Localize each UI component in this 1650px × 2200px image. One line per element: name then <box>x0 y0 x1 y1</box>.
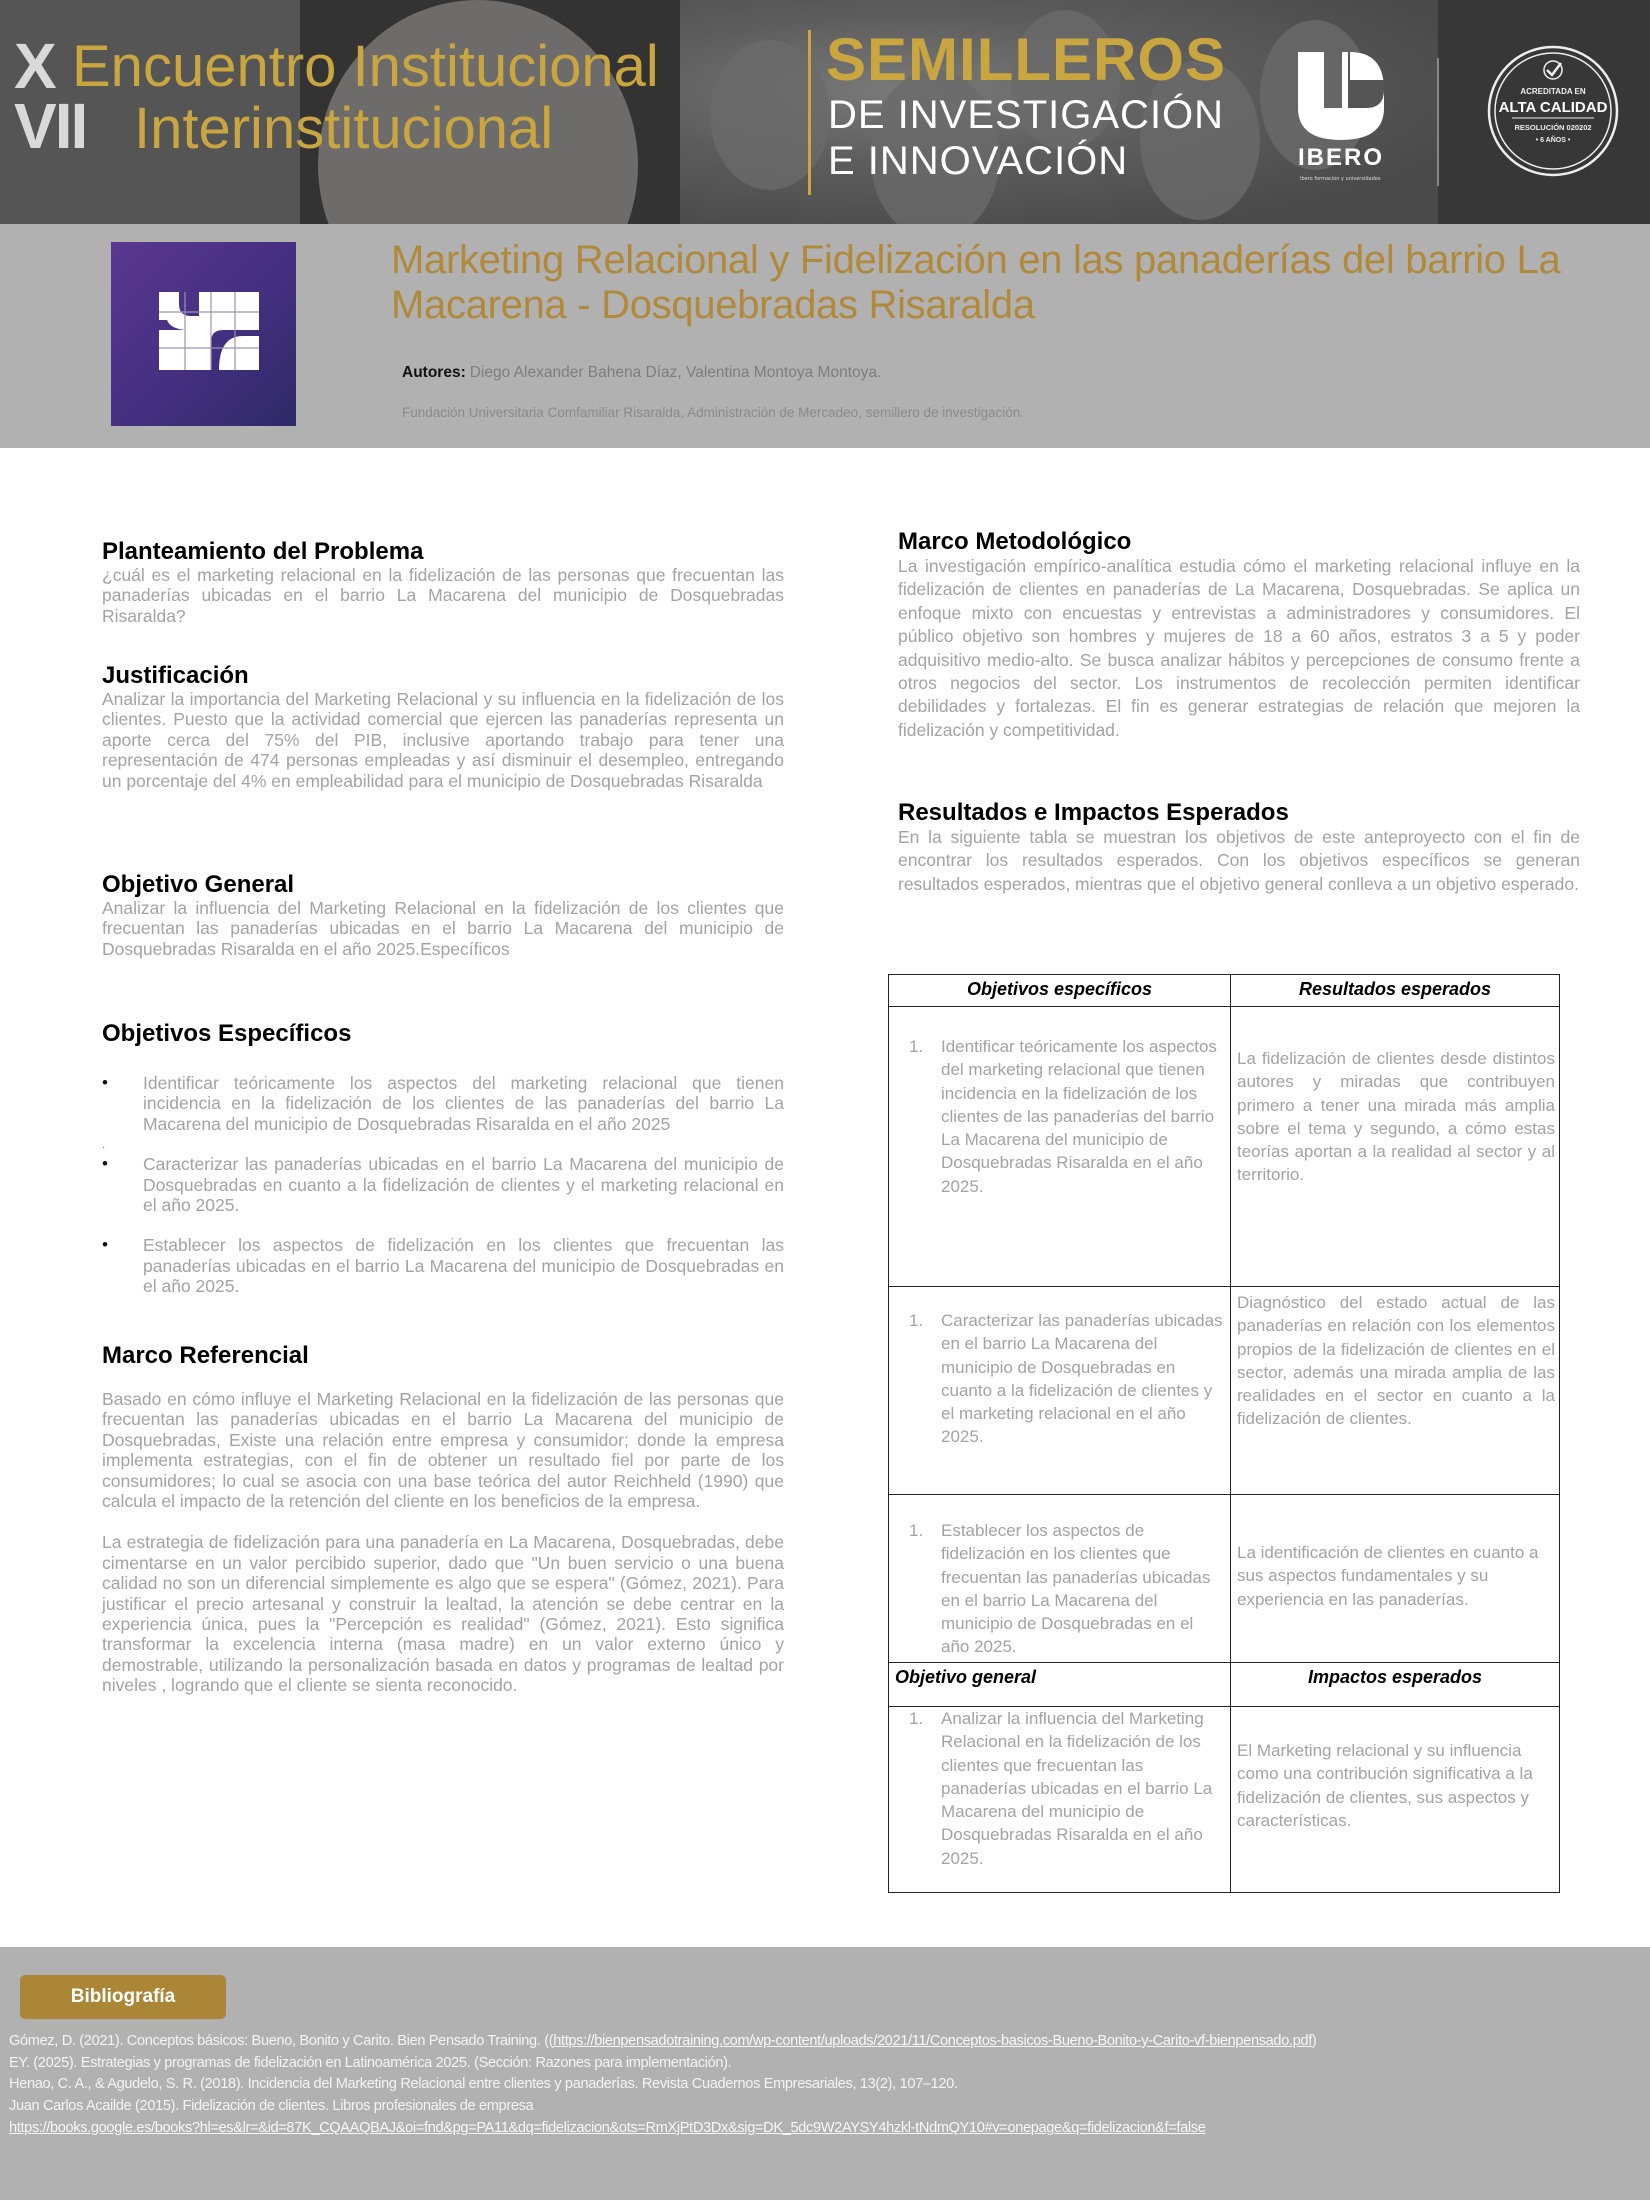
svg-text:ACREDITADA EN: ACREDITADA EN <box>1520 87 1586 96</box>
reference-link[interactable]: https://bienpensadotraining.com/wp-content/uploads/2021/11/Conceptos-basicos-Bueno-Bonito-y-Carito-vf-bienpensado.pdf <box>553 2033 1312 2049</box>
section-text: ¿cuál es el marketing relacional en la fidelización de las personas que frecuentan las panaderías ubicadas en el barrio La Macarena del municipio de Dosquebradas Risaralda? <box>102 565 784 626</box>
objective-cell: 1. Identificar teóricamente los aspectos del marketing relacional que tienen incidencia en la fidelización de los clientes de las panaderías del barrio La Macarena del municipio de Dosquebradas Risaralda en el año 2025. <box>889 1007 1231 1287</box>
authors-names: Diego Alexander Bahena Díaz, Valentina Montoya Montoya. <box>469 364 882 381</box>
reference-item: Henao, C. A., & Agudelo, S. R. (2018). Incidencia del Marketing Relacional entre clientes y panaderías. Revista Cuadernos Empresariales, 13(2), 107–120. <box>9 2076 958 2093</box>
result-cell: Diagnóstico del estado actual de las panaderías en relación con los elementos propios de la fidelización de clientes en el sector, además una mirada amplia de las realidades en el sector en cuanto a la fidelización de clientes. <box>1231 1287 1560 1495</box>
event-title-line2: Interinstitucional <box>134 96 554 161</box>
result-cell: El Marketing relacional y su influencia como una contribución significativa a la fidelización de clientes, sus aspectos y características. <box>1231 1707 1560 1893</box>
event-title <box>72 36 659 160</box>
poster-header <box>0 224 1650 448</box>
table-header-row <box>889 1663 1560 1707</box>
event-title-line1: Encuentro Institucional <box>72 34 659 99</box>
section-title: Marco Metodológico <box>898 528 1132 555</box>
affiliation: Fundación Universitaria Comfamiliar Risaralda, Administración de Mercadeo, semillero de investigación. <box>402 405 1025 420</box>
section-text: Analizar la importancia del Marketing Relacional y su influencia en la fidelización de los clientes. Puesto que la actividad comercial que ejercen las panaderías representa un aporte cerca del 75% del PIB, inclusive aportando trabajo para tener una representación de 474 personas empleadas y así disminuir el desempleo, entregando un porcentaje del 4% en empleabilidad para el municipio de Dosquebradas Risaralda <box>102 689 784 791</box>
section-paragraph: La estrategia de fidelización para una panadería en La Macarena, Dosquebradas, debe cimentarse en un valor percibido superior, dado que "Un buen servicio o una buena calidad no son un diferencial simplemente es algo que se espera" (Gómez, 2021). Para justificar el precio artesanal y construir la lealtad, la atención se debe centrar en la experiencia única, pues la "Percepción es realidad" (Gómez, 2021). Esto significa transformar la excelencia interna (masa madre) en un valor externo único y demostrable, utilizando la personalización basada en datos y programas de lealtad por niveles , logrando que el cliente se sienta reconocido. <box>102 1532 784 1696</box>
divider <box>808 30 811 195</box>
table-row <box>889 1007 1560 1287</box>
reference-item: Juan Carlos Acailde (2015). Fidelización de clientes. Libros profesionales de empresa <box>9 2098 534 2115</box>
bullet-icon: • <box>102 1235 108 1255</box>
authors-line <box>402 364 881 382</box>
column-header: Objetivo general <box>889 1663 1231 1707</box>
section-text: La investigación empírico-analítica estudia cómo el marketing relacional influye en la fidelización de clientes en panaderías de La Macarena, Dosquebradas. Se aplica un enfoque mixto con encuestas y entrevistas a administradores y consumidores. El público objetivo son hombres y mujeres de 18 a 60 años, estratos 3 a 5 y poder adquisitivo medio-alto. Se busca analizar hábitos y percepciones de consumo frente a otros negocios del sector. Los instrumentos de recolección permiten identificar debilidades y fortalezas. El fin es generar estrategias de relación que mejoren la fidelización y competitividad. <box>898 556 1580 740</box>
svg-text:RESOLUCIÓN 020202: RESOLUCIÓN 020202 <box>1514 123 1592 132</box>
objective-cell: 1. Analizar la influencia del Marketing Relacional en la fidelización de los clientes que frecuentan las panaderías ubicadas en el barrio La Macarena del municipio de Dosquebradas Risaralda en el año 2025. <box>889 1707 1231 1893</box>
section-justification <box>102 663 784 791</box>
divider <box>1437 58 1439 186</box>
reference-item: Gómez, D. (2021). Conceptos básicos: Bueno, Bonito y Carito. Bien Pensado Training. ((https://bienpensadotraining.com/wp-content/uploads/2021/11/Conceptos-basicos-Bueno-Bonito-y-Carito-vf-bienpensado.pdf) <box>9 2033 1317 2049</box>
section-problem <box>102 539 784 626</box>
edition-numeral: X VII <box>14 30 87 162</box>
reference-item: EY. (2025). Estrategias y programas de fidelización en Latinoamérica 2025. (Sección: Razones para implementación). <box>9 2054 732 2071</box>
objective-cell: 1. Establecer los aspectos de fidelización en los clientes que frecuentan las panaderías ubicadas en el barrio La Macarena del municipio de Dosquebradas en el año 2025. <box>889 1495 1231 1663</box>
reference-link[interactable]: https://books.google.es/books?hl=es&lr=&id=87K_CQAAQBAJ&oi=fnd&pg=PA11&dq=fidelizacion&ots=RmXjPtD3Dx&sig=DK_5dc9W2AYSY4hzkl-tNdmQY10#v=onepage&q=fidelizacion&f=false <box>9 2119 1206 2136</box>
list-item: • Establecer los aspectos de fidelización en los clientes que frecuentan las panaderías ubicadas en el barrio La Macarena del municipio de Dosquebradas en el año 2025. <box>102 1235 784 1297</box>
objective-cell: 1. Caracterizar las panaderías ubicadas en el barrio La Macarena del municipio de Dosquebradas en cuanto a la fidelización de clientes y el marketing relacional en el año 2025. <box>889 1287 1231 1495</box>
institution-logo <box>111 242 296 426</box>
section-paragraph: Basado en cómo influye el Marketing Relacional en la fidelización de las personas que frecuentan las panaderías ubicadas en el barrio La Macarena del municipio de Dosquebradas, Existe una relación entre empresa y consumidor; donde la empresa implementa estrategias, con el fin de obtener un resultado fiel por parte de los consumidores; lo cual se asocia con una base teórica del autor Reichheld (1990) que calcula el impacto de la retención del cliente en los beneficios de la empresa. <box>102 1389 784 1512</box>
table-row <box>889 1287 1560 1495</box>
uc-logo-icon <box>159 292 259 370</box>
reference-list <box>9 2031 1649 2140</box>
objectives-list <box>102 1073 784 1297</box>
section-title: Planteamiento del Problema <box>102 538 424 565</box>
result-cell: La fidelización de clientes desde distintos autores y miradas que contribuyen primero a tener una mirada más amplia sobre el tema y segundo, a cómo estas teorías aportan a la realidad al sector y al territorio. <box>1231 1007 1560 1287</box>
quality-seal-icon <box>1486 44 1620 178</box>
reference-item <box>9 2118 1649 2140</box>
table-row <box>889 1707 1560 1893</box>
section-methodology <box>898 529 1580 742</box>
results-table <box>888 974 1560 1893</box>
svg-text:ALTA CALIDAD: ALTA CALIDAD <box>1498 99 1608 116</box>
section-reference-framework <box>102 1343 784 1696</box>
section-title: Resultados e Impactos Esperados <box>898 799 1289 826</box>
section-results <box>898 800 1580 896</box>
column-header: Resultados esperados <box>1231 975 1560 1007</box>
event-banner <box>0 0 1650 224</box>
section-title: Objetivo General <box>102 871 295 898</box>
svg-text:• 6 AÑOS •: • 6 AÑOS • <box>1535 137 1571 144</box>
poster-title: Marketing Relacional y Fidelización en las panaderías del barrio La Macarena - Dosquebradas Risaralda <box>391 238 1561 327</box>
section-specific-objectives <box>102 1021 784 1317</box>
section-text: En la siguiente tabla se muestran los objetivos de este anteproyecto con el fin de encontrar los resultados esperados. Con los objetivos específicos se generan resultados esperados, mientras que el objetivo general conlleva a un objetivo esperado. <box>898 827 1580 894</box>
result-cell: La identificación de clientes en cuanto a sus aspectos fundamentales y su experiencia en las panaderías. <box>1231 1495 1560 1663</box>
section-text: Analizar la influencia del Marketing Relacional en la fidelización de los clientes que frecuentan las panaderías ubicadas en el barrio La Macarena del municipio de Dosquebradas Risaralda en el año 2025.Específicos <box>102 898 784 959</box>
bullet-icon: • <box>102 1073 108 1092</box>
authors-label: Autores: <box>402 364 466 381</box>
bibliography-section <box>0 1947 1650 2200</box>
list-item: • Identificar teóricamente los aspectos del marketing relacional que tienen incidencia en la fidelización de los clientes de las panaderías del barrio La Macarena del municipio de Dosquebradas Risaralda en el año 2025 <box>102 1073 784 1134</box>
table-header-row <box>889 975 1560 1007</box>
bibliography-label: Bibliografía <box>20 1975 226 2019</box>
program-subtitle: DE INVESTIGACIÓN E INNOVACIÓN <box>828 93 1225 183</box>
bullet-icon: • <box>102 1154 108 1174</box>
section-title: Objetivos Específicos <box>102 1020 352 1047</box>
section-title: Marco Referencial <box>102 1342 309 1369</box>
stray-mark: . <box>102 1140 106 1152</box>
list-item: • Caracterizar las panaderías ubicadas en el barrio La Macarena del municipio de Dosquebradas en cuanto a la fidelización de clientes y el marketing relacional en el año 2025. <box>102 1154 784 1216</box>
section-title: Justificación <box>102 662 249 689</box>
university-name: IBERO <box>1298 144 1385 171</box>
column-header: Objetivos específicos <box>889 975 1231 1007</box>
section-general-objective <box>102 872 784 959</box>
ibero-logo-icon <box>1296 50 1386 142</box>
column-header: Impactos esperados <box>1231 1663 1560 1707</box>
table-row <box>889 1495 1560 1663</box>
program-title: SEMILLEROS <box>826 26 1227 93</box>
university-tagline: Ibero formación y universidades <box>1300 176 1381 182</box>
